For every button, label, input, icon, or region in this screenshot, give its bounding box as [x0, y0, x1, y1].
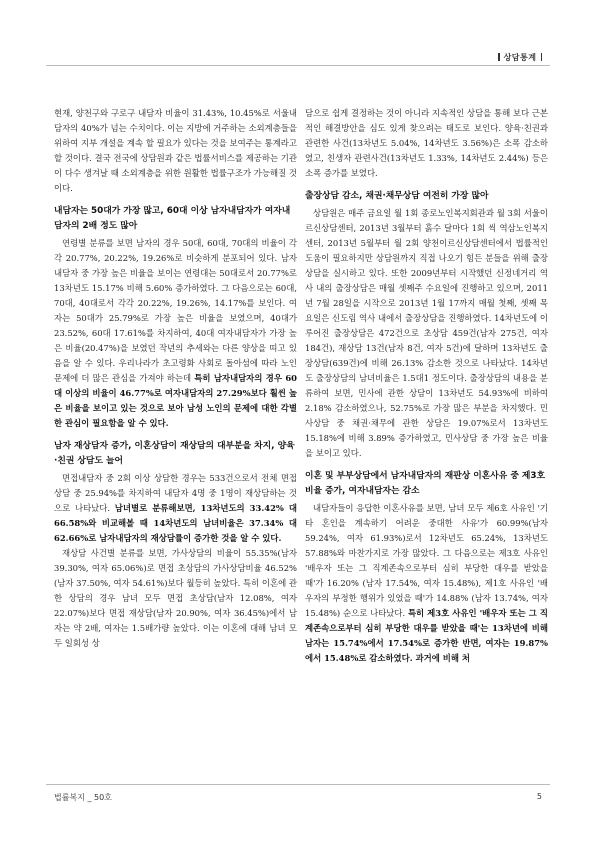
- right-column: [305, 106, 548, 666]
- left-heading-2: 남자 재상담자 증가, 이혼상담이 재상담의 대부분을 차지, 양육·친권 상담도 늘어: [54, 441, 295, 466]
- right-paragraph-3: [305, 501, 548, 666]
- publication-name: 법률복지 _ 50호: [54, 793, 112, 802]
- left-paragraph-3-text: 면접내담자 중 2회 이상 상담한 경우는 533건으로서 전체 면접상담 중 25.94%를 차지하여 내담자 4명 중 1명이 재상담하는 것으로 나타났다.: [54, 473, 297, 513]
- section-label-text: 상담통계: [503, 53, 537, 62]
- section-label: [494, 52, 546, 63]
- left-paragraph-3-bold: 남녀별로 분류해보면, 13차년도의 33.42% 대 66.58%와 비교해볼 때 14차년도의 남녀비율은 37.34% 대 62.66%로 남자내담자의 재상담률이 증가한 것을 알 수 있다.: [54, 503, 297, 543]
- right-heading-2: 이혼 및 부부상담에서 남자내담자의 재판상 이혼사유 중 제3호 비율 증가, 여자내담자는 감소: [305, 471, 546, 496]
- left-heading-1: 내담자는 50대가 가장 많고, 60대 이상 남자내담자가 여자내담자의 2배 정도 많아: [54, 206, 291, 231]
- header-divider: [46, 65, 550, 66]
- right-paragraph-3-bold: 특히 제3호 사유인 '배우자 또는 그 직계존속으로부터 심히 부당한 대우를 받았을 때'는 13차년에 비해 남자는 15.74%에서 17.54%로 증가한 반면, 여자는 19.87%에서 15.48%로 감소하였다. 과거에 비해 처: [305, 608, 548, 663]
- right-heading-1: 출장상담 감소, 채권·채무상담 여전히 가장 많아: [305, 191, 489, 201]
- right-paragraph-3-text: 내담자들이 응답한 이혼사유를 보면, 남녀 모두 제6호 사유인 '기타 혼인을 계속하기 어려운 중대한 사유'가 60.99%(남자 59.24%, 여자 61.93%)로서 12차년도 65.24%, 13차년도 57.88%와 마찬가지로 가장 많았다. 그 다음으로는 제3호 사유인 '배우자 또는 그 직계존속으로부터 심히 부당한 대우를 받았을 때'가 16.20% (남자 17.54%, 여자 15.48%), 제1호 사유인 '배우자의 부정한 행위가 있었을 때'가 14.88% (남자 13.74%, 여자 15.48%) 순으로 나타났다.: [305, 503, 548, 618]
- left-paragraph-2: [54, 236, 297, 431]
- left-paragraph-3: [54, 471, 297, 546]
- left-column: [54, 106, 297, 651]
- left-paragraph-4: 재상담 사건별 분류를 보면, 가사상담의 비율이 55.35%(남자 39.30%, 여자 65.06%)로 면접 초상담의 가사상담비율 46.52%(남자 37.50%, 여자 54.61%)보다 월등히 높았다. 특히 이혼에 관한 상담의 경우 남녀 모두 면접 초상담(남자 12.08%, 여자 22.07%)보다 면접 재상담(남자 20.90%, 여자 36.45%)에서 남자는 약 2배, 여자는 1.5배가량 높았다. 이는 이혼에 대해 남녀 모두 일회성 상: [54, 548, 297, 648]
- footer-divider: [46, 784, 550, 785]
- left-paragraph-2-bold: 특히 남자내담자의 경우 60대 이상의 비율이 46.77%로 여자내담자의 27.29%보다 훨씬 높은 비율을 보이고 있는 것으로 보아 남성 노인의 문제에 대한 각별한 관심이 필요함을 알 수 있다.: [54, 373, 297, 428]
- right-paragraph-2: 상담원은 매주 금요일 월 1회 종로노인복지회관과 월 3회 서울이르신상담센터, 2013년 3월부터 흙수 달마다 1회 씩 역삼노인복지센터, 2013년 5월부터 월 2회 양천이르신상담센터에서 법률적인 도움이 필요하지만 상담원까지 직접 나오기 힘든 분들을 위해 출장상담을 실시하고 있다. 또한 2009년부터 시작했던 신정네거리 역사 내의 출장상담은 매월 셋째주 수요일에 진행하고 있으며, 2011년 7월 28일을 시작으로 2013년 1월 17까지 매월 첫째, 셋째 목요일은 신도림 역사 내에서 출장상담을 진행하였다. 14차년도에 이루어진 출장상담은 472건으로 초상담 459건(남자 275건, 여자 184건), 재상담 13건(남자 8건, 여자 5건)에 달하며 13차년도 출장상담(639건)에 비해 26.13% 감소한 것으로 나타났다. 14차년도 출장상담의 남녀비율은 1.5대1 정도이다. 출장상담의 내용을 분류하여 보면, 민사에 관한 상담이 13차년도 54.93%에 비하여 2.18% 감소하였으나, 52.75%로 가장 많은 부분을 차지했다. 민사상담 중 채권·채무에 관한 상담은 19.07%로서 13차년도 15.18%에 비해 3.89% 증가하였고, 민사상담 중 가장 높은 비율을 보이고 있다.: [305, 208, 548, 458]
- left-paragraph-1: 현재, 양천구와 구로구 내담자 비율이 31.43%, 10.45%로 서울내담자의 40%가 넘는 수치이다. 이는 지방에 거주하는 소외계층들을 위하여 지부 개설을 계속 할 필요가 있다는 것을 보여주는 통계라고 할 것이다. 결국 전국에 상담원과 같은 법률서비스를 제공하는 기관이 다수 생겨날 때 소외계층을 위한 원활한 법률구조가 가능해질 것이다.: [54, 108, 297, 193]
- right-paragraph-1: 담으로 쉽게 결정하는 것이 아니라 지속적인 상담을 통해 보다 근본적인 해결방안을 심도 있게 찾으려는 태도로 보인다. 양육·친권과 관련한 사건(13차년도 5.04%, 14차년도 3.56%)은 소폭 감소하였고, 친생자 관련사건(13차년도 1.33%, 14차년도 2.44%) 등은 소폭 증가를 보였다.: [305, 108, 548, 178]
- left-paragraph-2-text: 연령별 분류를 보면 남자의 경우 50대, 60대, 70대의 비율이 각각 20.77%, 20.22%, 19.26%로 비슷하게 분포되어 있다. 남자내담자 중 가장 높은 비율을 보이는 연령대는 50대로서 20.77%로 13차년도 15.17% 비해 5.60% 증가하였다. 그 다음으로는 60대, 70대, 40대로서 각각 20.22%, 19.26%, 14.17%를 보인다. 여자는 50대가 25.79%로 가장 높은 비율을 보였으며, 40대가 23.52%, 60대 17.61%를 차지하여, 40대 여자내담자가 가장 높은 비율(20.47%)을 보였던 작년의 추세와는 다른 양상을 띠고 있음을 알 수 있다. 우리나라가 초고령화 사회로 돌아섬에 따라 노인문제에 더 많은 관심을 가져야 하는데: [54, 238, 297, 383]
- page-number: 5: [536, 792, 542, 801]
